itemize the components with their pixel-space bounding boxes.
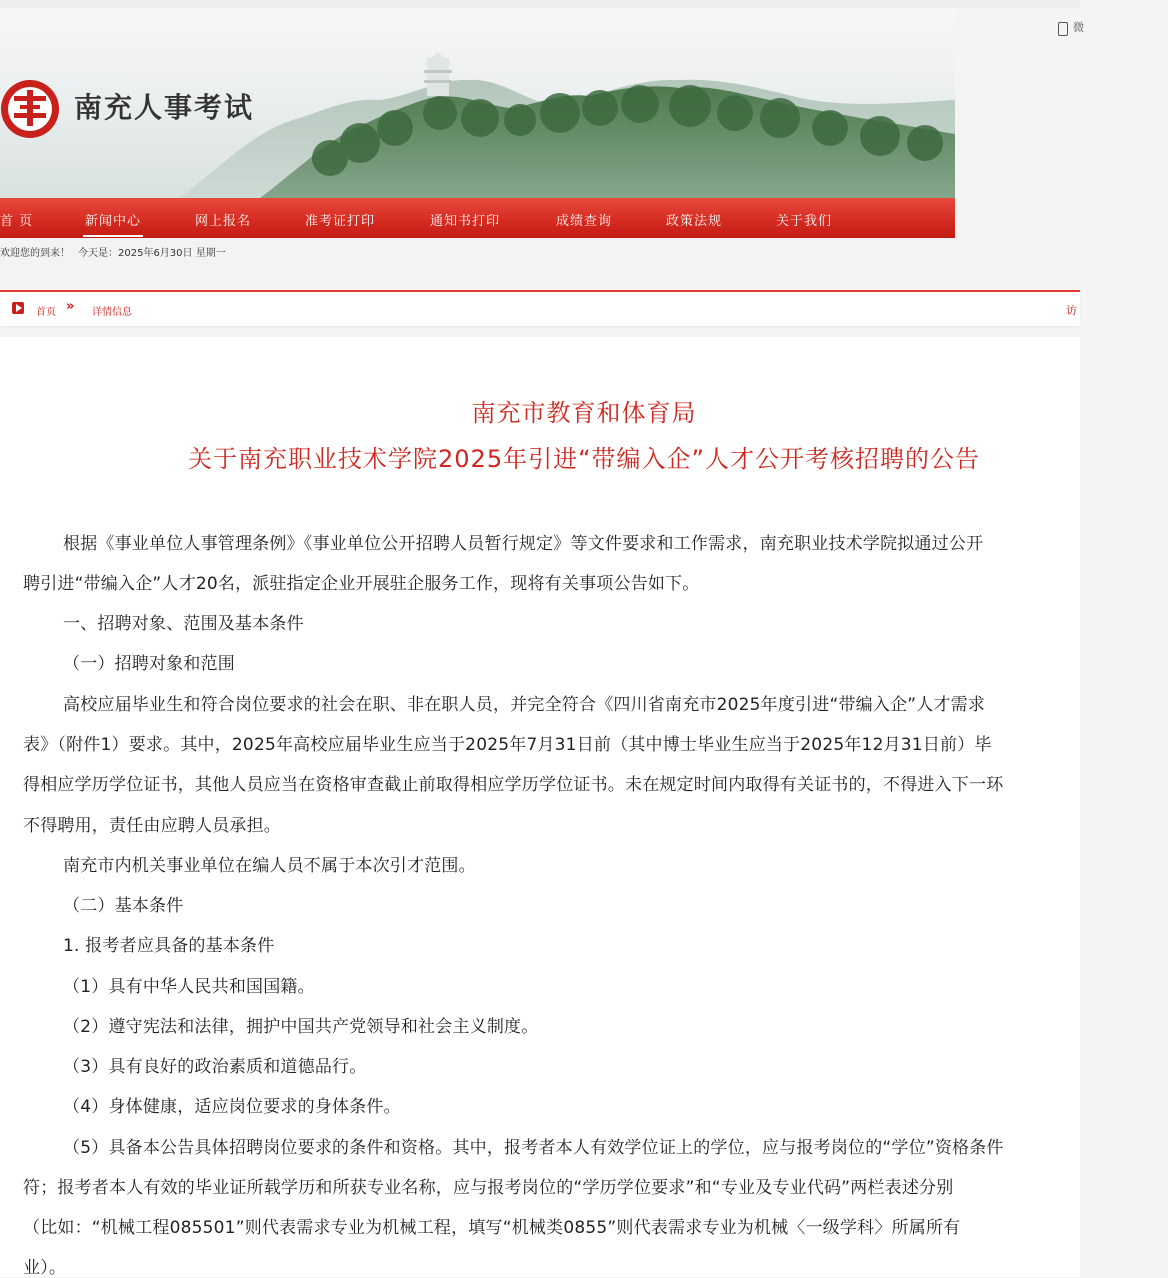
list-item: （3）具有良好的政治素质和道德品行。 bbox=[63, 1057, 367, 1077]
browser-top-strip bbox=[0, 0, 1080, 8]
nav-admission-ticket[interactable]: 准考证打印 bbox=[305, 214, 376, 229]
nav-about-us[interactable]: 关于我们 bbox=[776, 214, 833, 229]
breadcrumb-right-label: 访 bbox=[1066, 304, 1077, 317]
subsection-heading: （二）基本条件 bbox=[63, 896, 184, 916]
paragraph-line: 高校应届毕业生和符合岗位要求的社会在职、非在职人员，并完全符合《四川省南充市2025年度引进“带编入企”人才需求 bbox=[63, 695, 986, 715]
nav-notice-print[interactable]: 通知书打印 bbox=[430, 214, 501, 229]
header-banner bbox=[0, 8, 955, 198]
paragraph-line: 根据《事业单位人事管理条例》《事业单位公开招聘人员暂行规定》等文件要求和工作需求，南充职业技术学院拟通过公开 bbox=[63, 534, 984, 554]
paragraph-line: 业）。 bbox=[23, 1258, 67, 1278]
paragraph-line: 聘引进“带编入企”人才20名，派驻指定企业开展驻企服务工作，现将有关事项公告如下。 bbox=[23, 574, 700, 594]
side-label[interactable]: 微 bbox=[1073, 21, 1084, 34]
chevron-right-icon: » bbox=[66, 299, 72, 314]
list-item: （5）具备本公告具体招聘岗位要求的条件和资格。其中，报考者本人有效学位证上的学位，应与报考岗位的“学位”资格条件 bbox=[63, 1138, 1004, 1158]
mobile-icon[interactable] bbox=[1058, 22, 1068, 36]
breadcrumb-home-link[interactable]: 首页 bbox=[36, 307, 56, 318]
today-date: 今天是：2025年6月30日 星期一 bbox=[78, 248, 226, 259]
nav-policy[interactable]: 政策法规 bbox=[666, 214, 723, 229]
paragraph-line: （比如：“机械工程085501”则代表需求专业为机械工程，填写“机械类0855”则代表需求专业为机械〈一级学科〉所属所有 bbox=[23, 1218, 961, 1238]
welcome-greeting: 欢迎您的到来！ bbox=[0, 248, 70, 259]
breadcrumb-current: 详情信息 bbox=[92, 307, 132, 318]
site-name: 南充人事考试 bbox=[74, 91, 255, 124]
site-header bbox=[0, 8, 955, 270]
welcome-bar bbox=[0, 238, 955, 270]
breadcrumb bbox=[0, 290, 1080, 326]
list-item: （2）遵守宪法和法律，拥护中国共产党领导和社会主义制度。 bbox=[63, 1017, 539, 1037]
paragraph-line: 符；报考者本人有效的毕业证所载学历和所获专业名称，应与报考岗位的“学历学位要求”和“专业及专业代码”两栏表述分别 bbox=[23, 1178, 954, 1198]
paragraph-line: 得相应学历学位证书，其他人员应当在资格审查截止前取得相应学历学位证书。未在规定时间内取得有关证书的，不得进入下一环 bbox=[23, 775, 1004, 795]
subsection-heading: （一）招聘对象和范围 bbox=[63, 654, 235, 674]
article-title-line2: 关于南充职业技术学院2025年引进“带编入企”人才公开考核招聘的公告 bbox=[188, 445, 980, 473]
article-title-line1: 南充市教育和体育局 bbox=[471, 399, 697, 427]
nav-news-center[interactable]: 新闻中心 bbox=[85, 210, 141, 229]
paragraph-line: 南充市内机关事业单位在编人员不属于本次引才范围。 bbox=[63, 856, 476, 876]
section-heading: 一、招聘对象、范围及基本条件 bbox=[63, 614, 304, 634]
list-heading: 1. 报考者应具备的基本条件 bbox=[63, 936, 275, 956]
nav-home[interactable]: 首 页 bbox=[0, 214, 34, 229]
nav-online-registration[interactable]: 网上报名 bbox=[195, 214, 252, 229]
list-item: （1）具有中华人民共和国国籍。 bbox=[63, 977, 315, 997]
play-icon bbox=[12, 302, 24, 314]
list-item: （4）身体健康，适应岗位要求的身体条件。 bbox=[63, 1097, 401, 1117]
paragraph-line: 表》（附件1）要求。其中，2025年高校应届毕业生应当于2025年7月31日前（其中博士毕业生应当于2025年12月31日前）毕 bbox=[23, 735, 992, 755]
main-nav bbox=[0, 198, 955, 238]
paragraph-line: 不得聘用，责任由应聘人员承担。 bbox=[23, 816, 281, 836]
site-logo-seal bbox=[0, 78, 60, 140]
nav-score-query[interactable]: 成绩查询 bbox=[556, 214, 613, 229]
article-body bbox=[0, 337, 1080, 1277]
